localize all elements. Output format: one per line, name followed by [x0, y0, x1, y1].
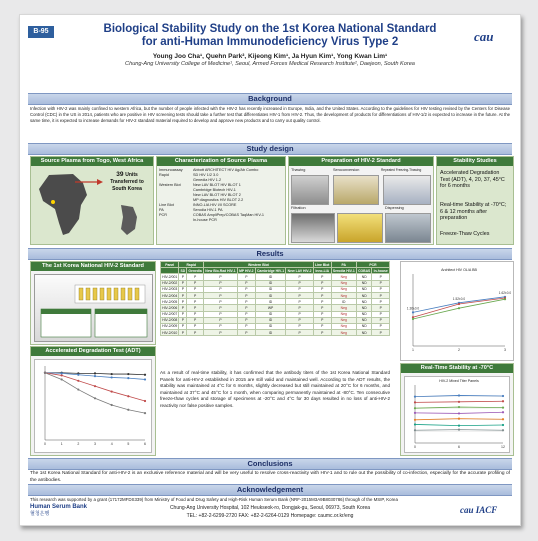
step-freeze-thaw: Repeated Freezing-Thawing: [381, 168, 422, 172]
table-cell: P: [372, 330, 390, 336]
units-text: Units Transferred to South Korea: [110, 172, 144, 192]
table-cell: P: [313, 286, 331, 292]
table-cell: ND: [356, 317, 372, 323]
table-cell: P: [203, 299, 237, 305]
data-point: [458, 412, 460, 414]
table-cell: P: [179, 311, 187, 317]
section-background: Background: [28, 93, 512, 105]
table-cell: P: [372, 305, 390, 311]
stability-head: Stability Studies: [437, 157, 513, 166]
acknowledgement-text: This research was supported by a grant (17172MFDS339) from Ministry of Food and Drug Safety and High-Risk Human Serum Bank (NRF-2015M3A9B8030786) through of the MSIP, Korea: [30, 497, 398, 502]
stability-item-realtime: Real-time Stability at -70°C; 6 & 12 months after preparation: [440, 202, 507, 222]
poster-title: [78, 23, 462, 49]
row-label: HIV-2/007: [162, 312, 178, 317]
human-serum-bank-logo: Human Serum Bank 혈청은행: [30, 504, 88, 517]
table-row: [161, 330, 390, 336]
data-point: [458, 429, 460, 431]
char-row: In-house PCR: [193, 218, 217, 222]
table-cell: P: [203, 305, 237, 311]
table-cell: P: [237, 311, 255, 317]
source-plasma-head: Source Plasma from Togo, West Africa: [31, 157, 153, 166]
cau-logo: cau: [474, 29, 494, 44]
char-row: Line Blot INNO-LIA HIV I/II SCORE: [159, 203, 237, 207]
data-point: [458, 307, 460, 309]
table-cell: P: [203, 280, 237, 286]
realtime-chart-svg: [405, 377, 509, 452]
char-row: Western Blot New LAV BLOT HIV BLOT 1: [159, 183, 241, 187]
adt-head: Accelerated Degradation Test (ADT): [31, 347, 155, 356]
table-cell: P: [187, 317, 204, 323]
x-tick-label: 3: [504, 348, 506, 352]
table-cell: ID: [255, 292, 286, 298]
data-point: [502, 400, 504, 402]
table-cell: P: [372, 280, 390, 286]
x-tick-label: 6: [458, 445, 460, 449]
freeze-thaw-photo: [383, 175, 431, 205]
table-cell: P: [187, 330, 204, 336]
step-seroconversion: Seroconversion: [333, 168, 360, 172]
table-cell: ID: [255, 274, 286, 280]
table-cell: P: [313, 323, 331, 329]
results-text: As a result of real-time stability, it has confirmed that the antibody titers of the 1st Korea National Standard Panels for anti-HIV-2 established in 2015 are still valid and maintained well. According to the ADT results, the stability was maintained at 4°C for 6 months, slightly decreased but still maintained at 20°C for 6 months, and maintained at 37°C and 45°C for 1 month, when comparing permanently maintained at -80°C. Ten consecutive freeze-thaw cycles and storage of specimens at -20°C and 4°C for 30 days resulted in no loss of anti-HIV-2 reactivity nor false positive samples.: [160, 370, 390, 408]
poster-id-badge: B-95: [28, 26, 54, 38]
table-cell: P: [237, 292, 255, 298]
table-cell: P: [286, 286, 313, 292]
table-cell: P: [313, 317, 331, 323]
col-western-blot: Western Blot: [203, 262, 313, 268]
data-point: [127, 395, 129, 397]
table-cell: P: [203, 317, 237, 323]
table-cell: P: [286, 330, 313, 336]
table-cell: Neg: [331, 305, 356, 311]
table-cell: Neg: [331, 274, 356, 280]
filtration-photo: [291, 213, 335, 243]
units-label: [103, 171, 151, 192]
panel-head: The 1st Korea National HIV-2 Standard: [31, 262, 155, 271]
vials-photo: [337, 213, 383, 243]
data-point: [144, 374, 146, 376]
data-point: [127, 377, 129, 379]
table-cell: P: [179, 317, 187, 323]
table-cell: Neg: [331, 311, 356, 317]
table-cell: P: [372, 286, 390, 292]
row-label: HIV-2/005: [162, 299, 178, 304]
data-point: [111, 376, 113, 378]
table-cell: ID: [255, 299, 286, 305]
table-cell: P: [286, 317, 313, 323]
table-cell: ID: [255, 286, 286, 292]
data-point: [111, 390, 113, 392]
table-cell: P: [286, 305, 313, 311]
table-cell: P: [187, 311, 204, 317]
footer-contact: TEL: +82-2-6299-2720 FAX: +82-2-6264-0129 Homepage: caumc.or.kr/eng: [186, 513, 354, 519]
data-point: [414, 396, 416, 398]
char-row: Cambridge Biotech HIV-1: [193, 188, 236, 192]
data-point: [504, 298, 506, 300]
data-point: [61, 374, 63, 376]
x-tick-label: 1: [60, 442, 63, 446]
col-rapid: Rapid: [179, 262, 204, 268]
table-cell: Neg: [331, 292, 356, 298]
data-point: [414, 412, 416, 414]
table-cell: P: [313, 311, 331, 317]
step-thawing: Thawing: [291, 168, 306, 172]
table-cell: Neg: [331, 286, 356, 292]
title-line-2: for anti-Human Immunodeficiency Virus Type 2: [141, 36, 399, 48]
x-tick-label: 2: [77, 442, 80, 446]
authors: Young Joo Cha¹, Quehn Park², Kijeong Kim¹, Ja Hyun Kim¹, Yong Kwan Lim¹: [152, 53, 388, 60]
char-row: Immunoassay Abbott ARCHITECT HIV Ag/Ab Combo: [159, 168, 259, 172]
data-point: [61, 372, 63, 374]
table-cell: P: [179, 299, 187, 305]
table-cell: P: [372, 299, 390, 305]
data-point: [458, 406, 460, 408]
adt-chart: [34, 359, 152, 453]
table-cell: ID: [255, 280, 286, 286]
panel-box: [30, 261, 156, 345]
chart-title: Architect HIV OL/A BB: [441, 268, 477, 272]
data-label: 1.36±0.0: [406, 306, 420, 311]
data-label: 1.52±0.0: [452, 296, 466, 301]
data-point: [127, 409, 129, 411]
preparation-box: [288, 156, 434, 245]
x-tick-label: 6: [144, 442, 146, 446]
step-filtration: Filtration: [291, 206, 306, 210]
col-pcr: PCR: [356, 262, 389, 268]
row-label: HIV-2/001: [162, 274, 178, 279]
table-cell: P: [237, 317, 255, 323]
data-point: [414, 419, 416, 421]
table-cell: P: [237, 274, 255, 280]
data-point: [77, 374, 79, 376]
table-cell: P: [203, 292, 237, 298]
row-label: HIV-2/008: [162, 318, 178, 323]
table-cell: P: [179, 330, 187, 336]
data-point: [144, 378, 146, 380]
table-cell: P: [179, 274, 187, 280]
step-dispensing: Dispensing: [385, 206, 404, 210]
table-cell: P: [187, 274, 204, 280]
data-point: [502, 424, 504, 426]
char-row: MP diagnostics HIV BLOT 2.2: [193, 198, 244, 202]
data-point: [502, 418, 504, 420]
data-point: [111, 373, 113, 375]
table-cell: P: [187, 286, 204, 292]
results-table: [160, 261, 390, 336]
source-plasma-box: [30, 156, 154, 245]
table-cell: P: [313, 292, 331, 298]
table-cell: P: [313, 274, 331, 280]
x-tick-label: 4: [110, 442, 113, 446]
table-cell: P: [203, 330, 237, 336]
char-row: PA Serodia HIV-1 PA: [159, 208, 223, 212]
data-point: [502, 395, 504, 397]
table-cell: P: [203, 323, 237, 329]
table-cell: ND: [356, 299, 372, 305]
table-cell: Neg: [331, 330, 356, 336]
section-acknowledgement: Acknowledgement: [28, 484, 512, 496]
char-row: New LAV BLOT HIV BLOT 2: [193, 193, 241, 197]
table-cell: ND: [356, 330, 372, 336]
x-tick-label: 1: [412, 348, 414, 352]
architect-chart-svg: [401, 262, 513, 360]
data-point: [458, 303, 460, 305]
char-row: Rapid SD HIV 1/2 3.0: [159, 173, 219, 177]
results-table-body: [161, 274, 390, 336]
poster: [19, 14, 521, 526]
table-cell: P: [286, 311, 313, 317]
data-point: [77, 380, 79, 382]
x-tick-label: 0: [44, 442, 46, 446]
table-cell: ND: [356, 292, 372, 298]
vial-set-graphic: [35, 275, 152, 341]
row-label: HIV-2/003: [162, 287, 178, 292]
section-study-design: Study design: [28, 143, 512, 155]
data-point: [144, 412, 146, 414]
table-cell: P: [372, 292, 390, 298]
row-label: HIV-2/002: [162, 281, 178, 286]
table-cell: ID: [255, 317, 286, 323]
data-point: [44, 372, 46, 374]
table-cell: P: [203, 311, 237, 317]
preparation-head: Preparation of HIV-2 Standard: [289, 157, 433, 166]
data-point: [414, 407, 416, 409]
data-point: [94, 375, 96, 377]
table-cell: P: [187, 292, 204, 298]
panel-kit-photo: [34, 274, 153, 342]
table-cell: ID: [255, 311, 286, 317]
char-row: Genedia HIV 1.2: [193, 178, 222, 182]
x-tick-label: 5: [127, 442, 130, 446]
table-cell: P: [187, 305, 204, 311]
table-cell: P: [203, 274, 237, 280]
realtime-chart: [404, 376, 510, 453]
table-cell: Neg: [331, 317, 356, 323]
col-line-blot: Line Blot: [314, 262, 330, 267]
data-point: [94, 385, 96, 387]
table-cell: P: [187, 280, 204, 286]
realtime-box: [400, 363, 514, 456]
table-cell: P: [286, 274, 313, 280]
table-cell: P: [237, 280, 255, 286]
row-label: HIV-2/009: [162, 324, 178, 329]
table-cell: P: [187, 323, 204, 329]
realtime-head: Real-Time Stability at -70°C: [401, 364, 513, 373]
table-cell: ND: [356, 286, 372, 292]
table-cell: ID: [331, 299, 356, 305]
row-label: HIV-2/010: [162, 330, 178, 335]
x-tick-label: 0: [414, 445, 416, 449]
seroconversion-photo: [333, 175, 379, 205]
x-tick-label: 3: [94, 442, 96, 446]
table-cell: P: [372, 311, 390, 317]
stability-box: [436, 156, 514, 245]
data-point: [502, 407, 504, 409]
series-line: [45, 373, 145, 413]
data-point: [458, 401, 460, 403]
data-point: [144, 400, 146, 402]
data-point: [94, 372, 96, 374]
section-results: Results: [28, 248, 512, 260]
section-conclusions: Conclusions: [28, 458, 512, 470]
row-label: HIV-2/006: [162, 305, 178, 310]
table-cell: P: [179, 305, 187, 311]
table-subheader-row: SD Genedia New Bio-Rad HIV-1 MP HIV-2 Cambridge HIV-1 New LAV HIV-2 Inno-LIA Serodia HIV-1 COBAS In-house: [161, 268, 390, 274]
table-cell: P: [237, 299, 255, 305]
characterization-head: Characterization of Source Plasma: [157, 157, 285, 166]
col-pa: PA: [331, 262, 356, 268]
data-point: [458, 394, 460, 396]
table-cell: P: [286, 323, 313, 329]
arrow-icon: [75, 177, 105, 187]
table-cell: P: [372, 317, 390, 323]
table-cell: P: [237, 305, 255, 311]
table-cell: P: [313, 299, 331, 305]
table-cell: P: [286, 280, 313, 286]
table-cell: ND: [356, 323, 372, 329]
data-point: [502, 429, 504, 431]
table-cell: ID: [255, 323, 286, 329]
col-panel: Panel: [161, 262, 179, 268]
table-cell: P: [313, 305, 331, 311]
table-cell: ND: [356, 274, 372, 280]
table-cell: P: [187, 299, 204, 305]
table-cell: ND: [356, 280, 372, 286]
footer-address: Chung-Ang University Hospital, 102 Heukseok-ro, Dongjak-gu, Seoul, 06973, South Korea: [169, 505, 371, 511]
x-tick-label: 12: [501, 445, 505, 449]
data-label: 1.62±0.0: [498, 290, 512, 295]
char-row: PCR COBAS AmpliPrep/COBAS TaqMan HIV-1: [159, 213, 265, 217]
table-cell: P: [179, 292, 187, 298]
data-point: [61, 378, 63, 380]
table-cell: P: [237, 323, 255, 329]
iacf-logo: cau IACF: [460, 505, 498, 515]
x-tick-label: 2: [458, 348, 460, 352]
row-label: HIV-2/004: [162, 293, 178, 298]
table-cell: ND: [356, 305, 372, 311]
data-point: [77, 388, 79, 390]
adt-box: [30, 346, 156, 456]
data-point: [412, 318, 414, 320]
adt-chart-svg: [35, 360, 151, 452]
chart-title: HIV-2 Mixed Titer Panels: [439, 379, 479, 383]
architect-chart: [400, 261, 514, 361]
stability-item-freeze-thaw: Freeze-Thaw Cycles: [440, 231, 490, 237]
units-number: 39: [116, 171, 124, 178]
table-cell: P: [372, 274, 390, 280]
table-cell: ND: [356, 311, 372, 317]
table-cell: Neg: [331, 323, 356, 329]
table-cell: P: [179, 323, 187, 329]
table-cell: P: [286, 292, 313, 298]
data-point: [111, 404, 113, 406]
table-cell: P: [179, 286, 187, 292]
data-point: [458, 418, 460, 420]
title-line-1: Biological Stability Study on the 1st Korea National Standard: [103, 23, 437, 35]
table-cell: P: [313, 330, 331, 336]
data-point: [458, 425, 460, 427]
data-point: [127, 373, 129, 375]
affiliations: Chung-Ang University College of Medicine¹, Seoul, Armed Forces Medical Research Institute², Daejeon, South Korea: [125, 61, 415, 67]
table-cell: Neg: [331, 280, 356, 286]
characterization-box: [156, 156, 286, 245]
thawing-photo: [291, 175, 329, 205]
dispensing-photo: [385, 213, 431, 243]
data-point: [94, 397, 96, 399]
table-cell: P: [372, 323, 390, 329]
data-point: [414, 401, 416, 403]
conclusions-text: The 1st Korea National Standard for anti-HIV-2 is an exclusive reference material and will be very useful to resolve cross-reactivity with HIV-1 and to rule out the possibility of co-infection, especially for the accurate profiling of the antibodies.: [30, 471, 510, 483]
korea-map: [111, 203, 145, 237]
data-point: [414, 429, 416, 431]
data-point: [412, 311, 414, 313]
table-cell: P: [237, 286, 255, 292]
table-cell: ID: [255, 330, 286, 336]
table-cell: P: [179, 280, 187, 286]
data-point: [414, 423, 416, 425]
table-cell: P: [313, 280, 331, 286]
table-cell: WP: [255, 305, 286, 311]
characterization-list: [159, 168, 283, 223]
stability-item-adt: Accelerated Degradation Test (ADT), 4, 20, 37, 45°C for 6 months: [440, 170, 505, 190]
table-cell: P: [203, 286, 237, 292]
table-cell: P: [237, 330, 255, 336]
background-text: Infection with HIV-2 was mainly confined to western Africa, but the number of people infected with the HIV-2 has recently increased in Europe, India, and the United States. According to the guidelines for HIV testing revised by the Centers for Disease Control (CDC) in the US in 2014, patients who are positive in HIV screening tests should take a further test that differentiates HIV-1 from HIV-2. Thus, the development of products for differentiations of HIV-1/2 is expected to increase in the future. At the same time, it is expected to increase demands for HIV-2 standard material required to develop and approve new products and to carry out quality control.: [30, 106, 510, 124]
table-cell: P: [286, 299, 313, 305]
data-point: [502, 411, 504, 413]
